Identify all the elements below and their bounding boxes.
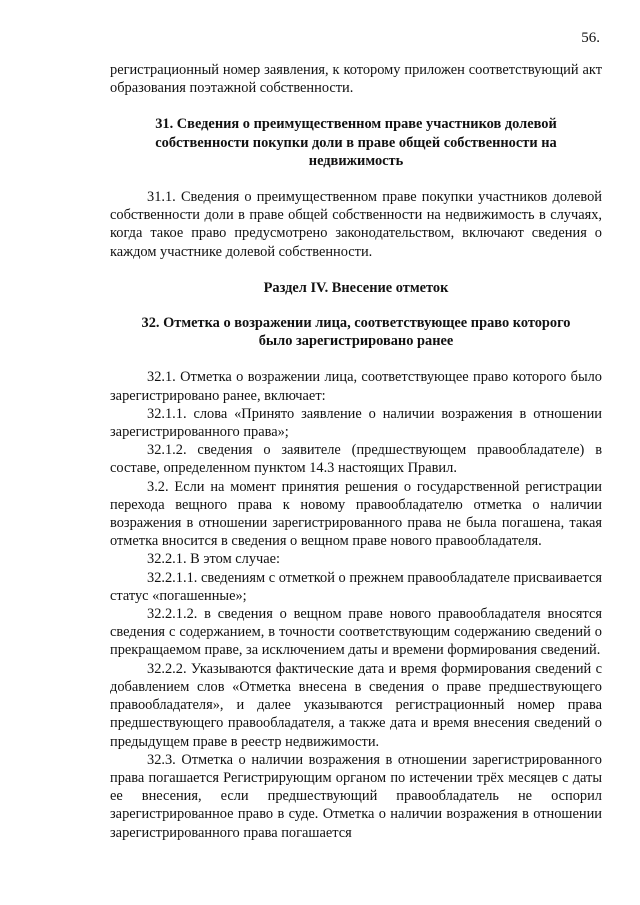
paragraph-3-2: 3.2. Если на момент принятия решения о государственной регистрации перехода вещного права к новому правообладателю отметка о наличии возражения в отношении зарегистрированного права не была погашена, такая отметка вносится в сведения о вещном праве нового правообладателя. [110, 478, 602, 550]
section-31-heading: 31. Сведения о преимущественном праве участников долевой собственности покупки доли в праве общей собственности на недвижимость [155, 116, 557, 169]
paragraph-32-2-1-1: 32.2.1.1. сведениям с отметкой о прежнем правообладателе присваивается статус «погашенные»; [110, 569, 602, 604]
paragraph-32-2-1: 32.2.1. В этом случае: [147, 551, 281, 568]
part-4-heading: Раздел IV. Внесение отметок [263, 279, 449, 296]
document-page [110, 0, 602, 842]
page-number: 56. [581, 30, 600, 46]
intro-paragraph: регистрационный номер заявления, к которому приложен соответствующий акт образования поэтажной собственности. [110, 62, 602, 97]
section-32-heading: 32. Отметка о возражении лица, соответствующее право которого было зарегистрировано ранее [141, 315, 571, 350]
paragraph-32-1-2: 32.1.2. сведения о заявителе (предшествующем правообладателе) в составе, определенном пунктом 14.3 настоящих Правил. [110, 442, 602, 477]
paragraph-32-1-1: 32.1.1. слова «Принято заявление о наличии возражения в отношении зарегистрированного права»; [110, 405, 602, 441]
paragraph-32-2-1-2: 32.2.1.2. в сведения о вещном праве нового правообладателя вносятся сведения с содержанием, в точности соответствующим содержанию сведений о прекращаемом праве, за исключением даты и времени формирования сведений. [110, 606, 602, 659]
paragraph-32-3: 32.3. Отметка о наличии возражения в отношении зарегистрированного права погашается Регистрирующим органом по истечении трёх месяцев с даты ее внесения, если предшествующий правообладатель не оспорил зарегистрированное право в суде. Отметка о наличии возражения в отношении зарегистрированного права погашается [110, 751, 602, 841]
paragraph-31-1: 31.1. Сведения о преимущественном праве покупки участников долевой собственности доли в праве общей собственности на недвижимость в случаях, когда такое право предусмотрено законодательством, включают сведения о каждом участнике долевой собственности. [110, 189, 602, 260]
paragraph-32-2-2: 32.2.2. Указываются фактические дата и время формирования сведений с добавлением слов «Отметка внесена в сведения о праве предшествующего правообладателя», и далее указываются регистрационный номер права предшествующего правообладателя, а также дата и время внесения сведений о предыдущем праве в реестр недвижимости. [110, 660, 602, 750]
paragraph-32-1: 32.1. Отметка о возражении лица, соответствующее право которого было зарегистрировано ранее, включает: [110, 369, 602, 404]
